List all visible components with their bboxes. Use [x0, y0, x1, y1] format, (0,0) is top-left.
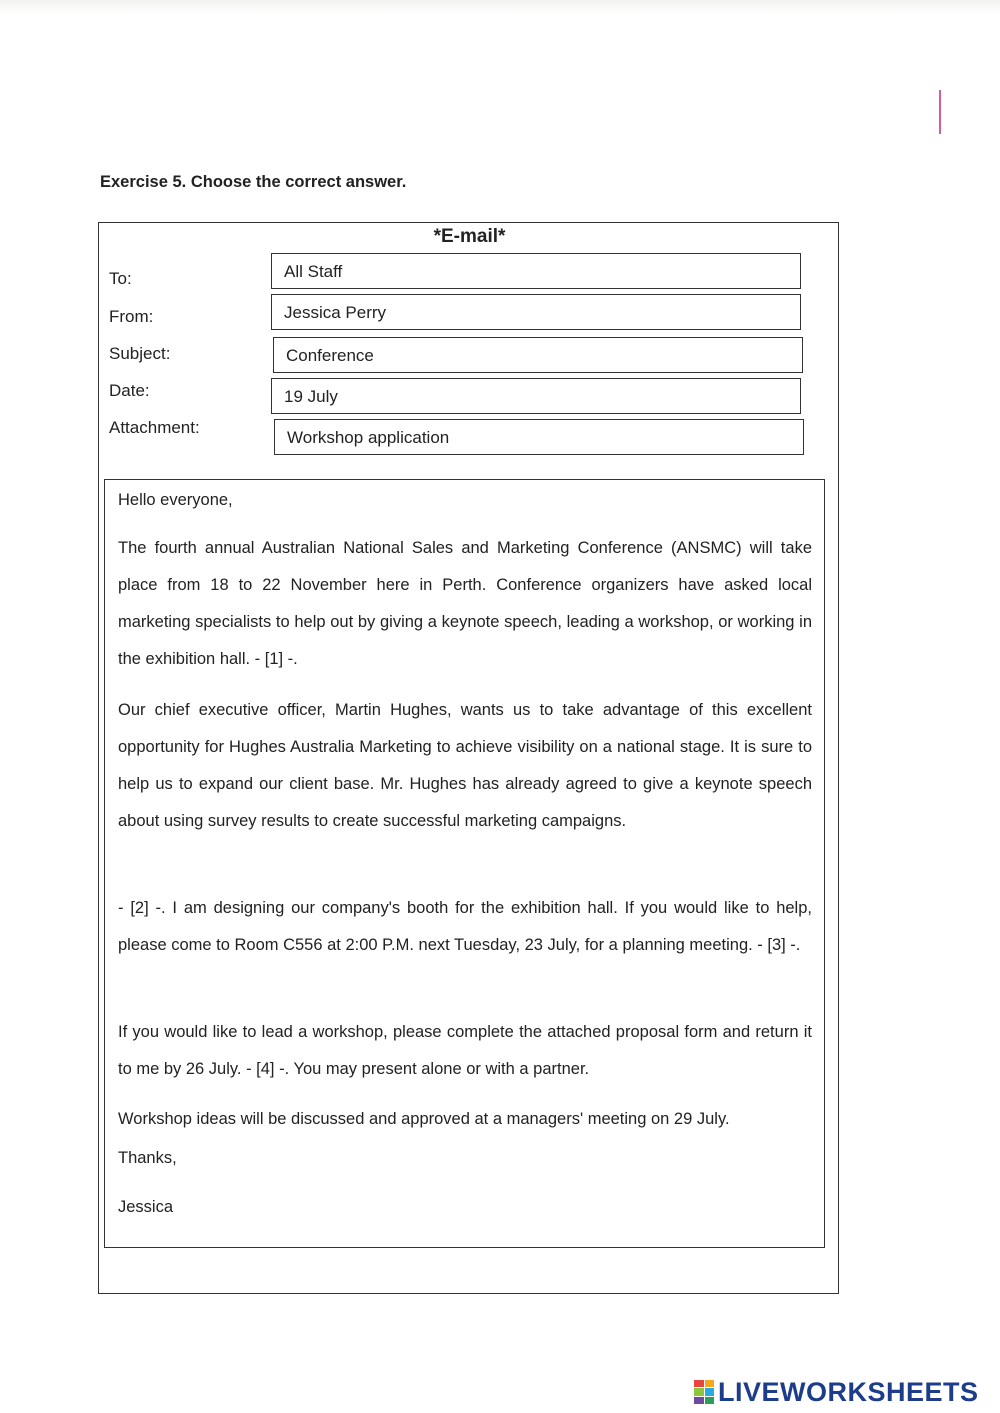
email-heading: *E-mail*: [433, 226, 506, 247]
email-frame: [98, 222, 839, 1294]
date-field: 19 July: [271, 378, 801, 414]
exercise-title: Exercise 5. Choose the correct answer.: [100, 173, 407, 191]
from-label: From:: [109, 307, 154, 326]
logo-tile: [694, 1397, 704, 1404]
liveworksheets-logo-icon: [694, 1380, 714, 1404]
greeting: Hello everyone,: [118, 491, 233, 509]
to-label: To:: [109, 269, 132, 288]
closing: Thanks,: [118, 1149, 177, 1167]
scan-edge: [0, 0, 1000, 14]
logo-tile: [705, 1380, 715, 1387]
to-field: All Staff: [271, 253, 801, 289]
subject-label: Subject:: [109, 344, 171, 363]
logo-tile: [705, 1388, 715, 1395]
attachment-field: Workshop application: [274, 419, 804, 455]
logo-tile: [694, 1380, 704, 1387]
logo-tile: [694, 1388, 704, 1395]
paragraph-3: - [2] -. I am designing our company's booth for the exhibition hall. If you would like to help, please come to Room C556 at 2:00 P.M. next Tuesday, 23 July, for a planning meeting. - [3] -.: [118, 899, 812, 954]
email-body: [104, 479, 825, 1248]
watermark-text: LIVEWORKSHEETS: [718, 1376, 979, 1407]
subject-field: Conference: [273, 337, 803, 373]
attachment-label: Attachment:: [109, 418, 200, 437]
paragraph-5: Workshop ideas will be discussed and approved at a managers' meeting on 29 July.: [118, 1110, 730, 1128]
pen-mark: [939, 90, 941, 134]
signature: Jessica: [118, 1198, 174, 1216]
from-field: Jessica Perry: [271, 294, 801, 330]
paragraph-2: Our chief executive officer, Martin Hughes, wants us to take advantage of this excellent opportunity for Hughes Australia Marketing to achieve visibility on a national stage. It is sure to help us to expand our client base. Mr. Hughes has already agreed to give a keynote speech about using survey results to create successful marketing campaigns.: [118, 701, 812, 830]
date-label: Date:: [109, 381, 150, 400]
logo-tile: [705, 1397, 715, 1404]
paragraph-4: If you would like to lead a workshop, please complete the attached proposal form and return it to me by 26 July. - [4] -. You may present alone or with a partner.: [118, 1023, 812, 1078]
liveworksheets-watermark: [694, 1376, 979, 1408]
paragraph-1: The fourth annual Australian National Sales and Marketing Conference (ANSMC) will take place from 18 to 22 November here in Perth. Conference organizers have asked local marketing specialists to help out by giving a keynote speech, leading a workshop, or working in the exhibition hall. - [1] -.: [118, 539, 812, 668]
